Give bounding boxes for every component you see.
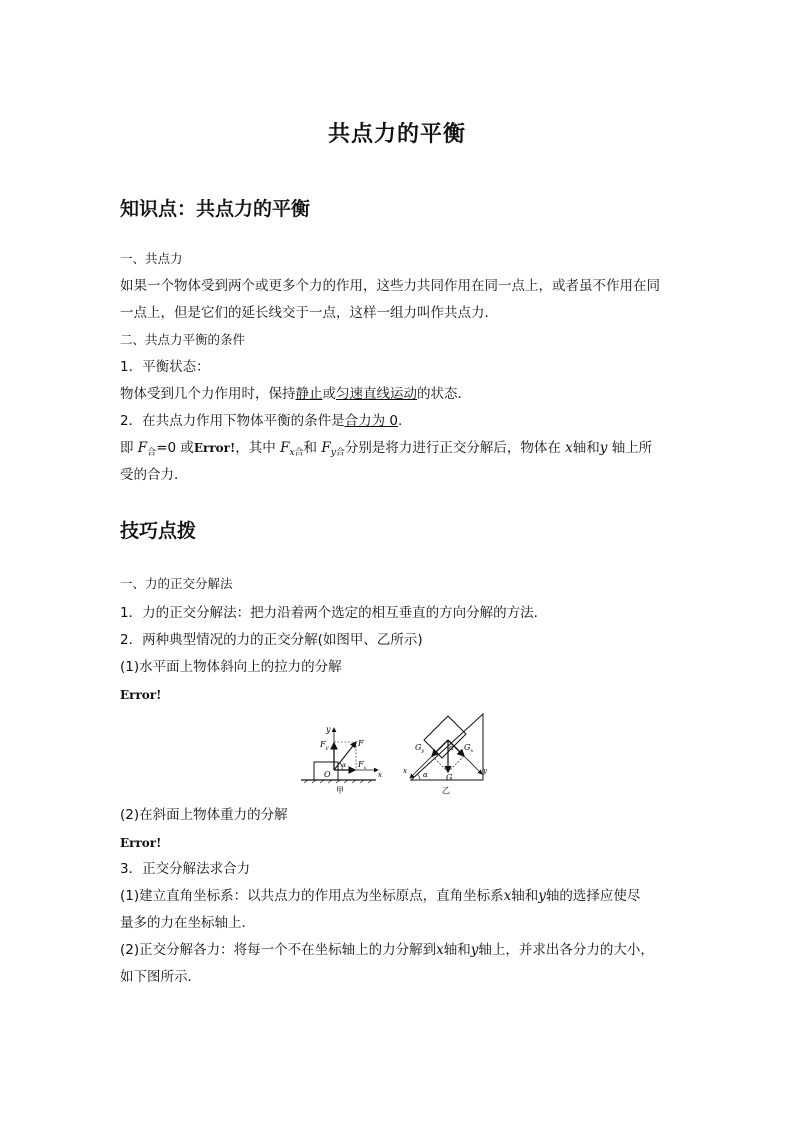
label-y-axis: y bbox=[483, 767, 487, 775]
figure-left bbox=[301, 725, 382, 795]
error-placeholder: Error! bbox=[120, 688, 162, 702]
paragraph-line: 1．力的正交分解法：把力沿着两个选定的相互垂直的方向分解的方法． bbox=[120, 605, 548, 621]
symbol-subscript: 合 bbox=[335, 448, 345, 458]
text-span: 轴上，并求出各分力的大小， bbox=[478, 942, 654, 958]
label-Fx: $F_x$ bbox=[358, 760, 367, 771]
symbol-y: y bbox=[599, 440, 608, 456]
caption-jia: 甲 bbox=[336, 786, 344, 795]
paragraph-line bbox=[120, 887, 680, 905]
section-heading-knowledge: 知识点：共点力的平衡 bbox=[120, 198, 311, 220]
label-alpha-top: α bbox=[449, 744, 454, 752]
force-decomposition-figure bbox=[296, 710, 496, 795]
caption-yi: 乙 bbox=[442, 786, 450, 795]
text-span: 物体受到几个力作用时，保持 bbox=[120, 386, 296, 402]
symbol-F: F bbox=[137, 440, 148, 456]
paragraph-line bbox=[120, 941, 680, 959]
subheading-equilibrium-condition: 二、共点力平衡的条件 bbox=[120, 332, 246, 347]
incline bbox=[411, 714, 483, 780]
dashed-guide bbox=[448, 756, 464, 772]
symbol-y: y bbox=[538, 888, 546, 904]
error-placeholder: Error! bbox=[193, 441, 236, 455]
paragraph-line: 2．两种典型情况的力的正交分解(如图甲、乙所示) bbox=[120, 632, 423, 648]
label-x-axis: x bbox=[403, 767, 407, 775]
paragraph-line bbox=[120, 439, 680, 462]
paragraph-line bbox=[120, 385, 680, 403]
symbol-F: F bbox=[280, 440, 290, 456]
paragraph-line: 一点上，但是它们的延长线交于一点，这样一组力叫作共点力． bbox=[120, 305, 498, 321]
label-Gy: $G_y$ bbox=[415, 743, 425, 754]
figure-right bbox=[403, 714, 488, 795]
page-title: 共点力的平衡 bbox=[327, 122, 466, 147]
text-span: 轴的选择应使尽 bbox=[545, 888, 641, 904]
text-span: 轴和 bbox=[443, 942, 471, 958]
symbol-y: y bbox=[470, 942, 479, 958]
paragraph-line: 如果一个物体受到两个或更多个力的作用，这些力共同作用在同一点上，或者虽不作用在同 bbox=[120, 278, 660, 294]
subheading-concurrent-force: 一、共点力 bbox=[120, 251, 183, 266]
label-G: G bbox=[446, 773, 453, 782]
symbol-x: x bbox=[503, 888, 512, 904]
paragraph-line: 3．正交分解法求合力 bbox=[120, 861, 251, 877]
paragraph-line: (2)在斜面上物体重力的分解 bbox=[120, 807, 288, 823]
error-placeholder: Error! bbox=[120, 836, 162, 850]
text-span: 和 bbox=[303, 440, 318, 456]
text-span: (2)正交分解各力：将每一个不在坐标轴上的力分解到 bbox=[120, 942, 437, 958]
symbol-x: x bbox=[436, 942, 444, 958]
paragraph-line bbox=[120, 412, 680, 430]
text-span: 即 bbox=[120, 440, 134, 456]
text-span: 轴和 bbox=[572, 440, 600, 456]
paragraph-line: 如下图所示． bbox=[120, 969, 201, 985]
text-span: 轴上所 bbox=[611, 440, 653, 456]
section-heading-tips: 技巧点拨 bbox=[120, 520, 197, 542]
text-span: =0 或 bbox=[156, 440, 194, 456]
symbol-x: x bbox=[565, 440, 573, 456]
label-origin: O bbox=[324, 770, 331, 779]
text-span: (1)建立直角坐标系：以共点力的作用点为坐标原点，直角坐标系 bbox=[120, 888, 504, 904]
text-span: 分别是将力进行正交分解后，物体在 bbox=[344, 440, 561, 456]
symbol-subscript: 合 bbox=[294, 448, 304, 458]
symbol-subscript-y: y bbox=[330, 448, 336, 458]
label-Gx: $G_x$ bbox=[464, 743, 474, 754]
paragraph-line: (1)水平面上物体斜向上的拉力的分解 bbox=[120, 659, 342, 675]
label-alpha-bottom: α bbox=[423, 771, 428, 779]
paragraph-line: 1．平衡状态： bbox=[120, 359, 210, 375]
underlined-term-net-force-zero: 合力为 0 bbox=[344, 413, 398, 429]
text-span: . bbox=[397, 413, 403, 429]
subheading-orthogonal-decomposition: 一、力的正交分解法 bbox=[120, 576, 233, 591]
text-span: 的状态． bbox=[417, 386, 471, 402]
text-span: 2．在共点力作用下物体平衡的条件是 bbox=[120, 413, 345, 429]
label-x-axis: x bbox=[378, 771, 382, 779]
text-span: 或 bbox=[322, 386, 336, 402]
figure-svg bbox=[296, 710, 496, 795]
underlined-term-uniform-motion: 匀速直线运动 bbox=[336, 386, 417, 402]
paragraph-line: 受的合力． bbox=[120, 467, 188, 483]
text-span: 轴和 bbox=[511, 888, 539, 904]
label-Fy: $F_y$ bbox=[320, 740, 329, 751]
symbol-subscript-x: x bbox=[289, 448, 295, 458]
symbol-subscript: 合 bbox=[147, 448, 157, 458]
paragraph-line: 量多的力在坐标轴上． bbox=[120, 915, 255, 931]
label-y-axis: y bbox=[326, 725, 331, 734]
symbol-F: F bbox=[321, 440, 331, 456]
angle-arc bbox=[417, 774, 420, 780]
label-alpha: α bbox=[342, 762, 347, 769]
underlined-term-static: 静止 bbox=[295, 386, 323, 402]
label-F: F bbox=[358, 739, 364, 748]
text-span: ，其中 bbox=[235, 440, 276, 456]
